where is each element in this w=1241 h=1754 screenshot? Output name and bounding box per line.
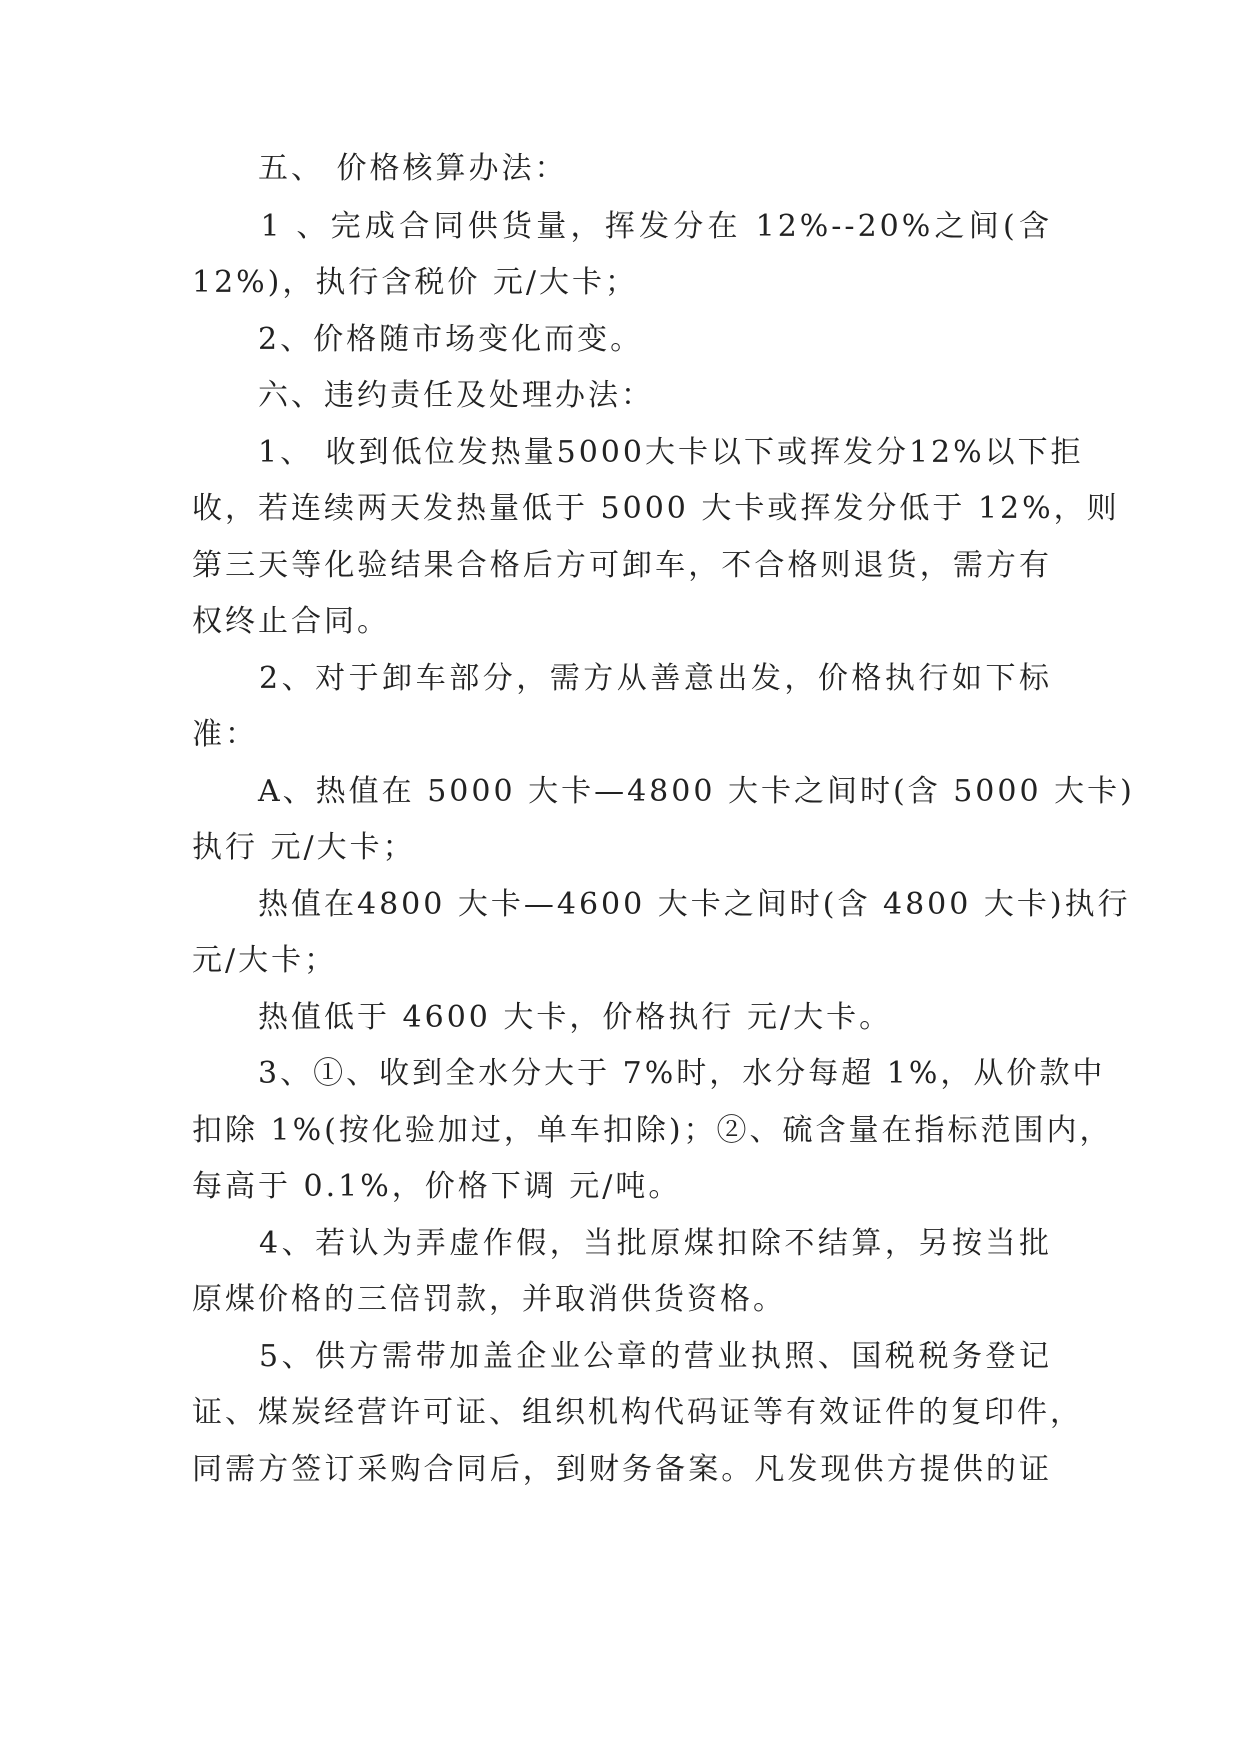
text-line: 收，若连续两天发热量低于 5000 大卡或挥发分低于 12%，则: [192, 491, 1120, 526]
text-line: 2、对于卸车部分，需方从善意出发，价格执行如下标: [192, 661, 1052, 696]
text-line: 热值低于 4600 大卡，价格执行 元/大卡。: [192, 1000, 893, 1035]
text-line: 2、价格随市场变化而变。: [192, 322, 644, 357]
text-line: 证、煤炭经营许可证、组织机构代码证等有效证件的复印件，: [192, 1395, 1083, 1430]
text-line: 元/大卡；: [192, 943, 338, 978]
text-line: 3、①、收到全水分大于 7%时，水分每超 1%，从价款中: [192, 1056, 1106, 1091]
text-line: 1 、完成合同供货量，挥发分在 12%--20%之间(含: [192, 209, 1052, 244]
text-line: 热值在4800 大卡—4600 大卡之间时(含 4800 大卡)执行: [192, 887, 1131, 922]
text-line: 同需方签订采购合同后，到财务备案。凡发现供方提供的证: [192, 1452, 1052, 1487]
text-line: 4、若认为弄虚作假，当批原煤扣除不结算，另按当批: [192, 1226, 1052, 1261]
text-line: 准：: [192, 717, 258, 752]
text-line: 五、 价格核算办法：: [192, 151, 568, 186]
text-line: 每高于 0.1%，价格下调 元/吨。: [192, 1169, 682, 1204]
text-line: 权终止合同。: [192, 604, 390, 639]
text-line: 六、违约责任及处理办法：: [192, 378, 654, 413]
text-line: 1、 收到低位发热量5000大卡以下或挥发分12%以下拒: [192, 435, 1084, 470]
text-line: A、热值在 5000 大卡—4800 大卡之间时(含 5000 大卡): [192, 774, 1135, 809]
text-line: 扣除 1%(按化验加过，单车扣除)；②、硫含量在指标范围内，: [192, 1113, 1113, 1148]
text-line: 执行 元/大卡；: [192, 830, 416, 865]
text-line: 原煤价格的三倍罚款，并取消供货资格。: [192, 1282, 786, 1317]
text-line: 5、供方需带加盖企业公章的营业执照、国税税务登记: [192, 1339, 1052, 1374]
text-line: 12%)，执行含税价 元/大卡；: [192, 265, 639, 300]
text-line: 第三天等化验结果合格后方可卸车，不合格则退货，需方有: [192, 548, 1052, 583]
